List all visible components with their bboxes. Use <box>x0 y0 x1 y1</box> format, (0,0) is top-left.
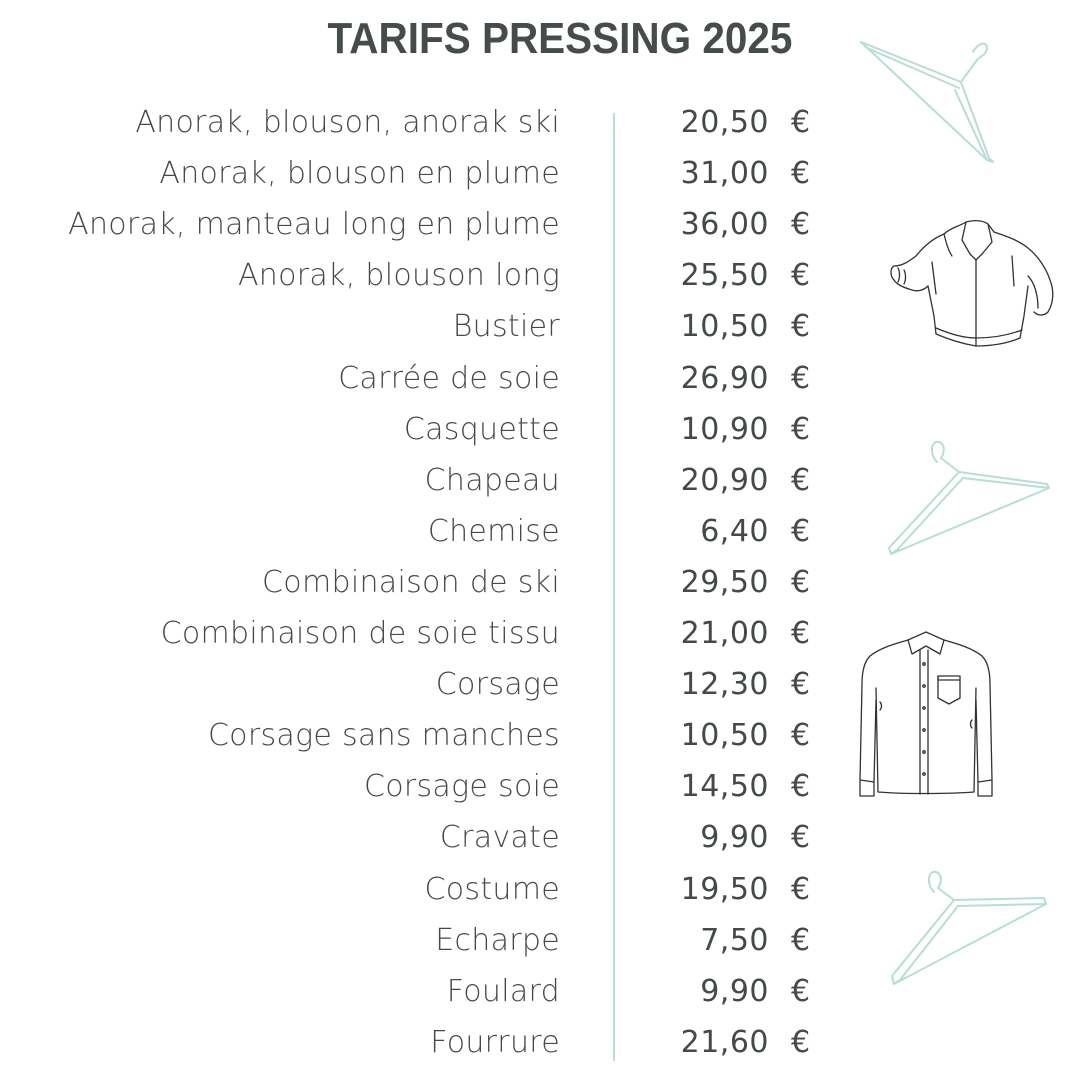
item-name: Anorak, blouson, anorak ski <box>135 105 560 140</box>
item-price: 19,50 <box>680 871 769 907</box>
currency-symbol: € <box>791 718 811 754</box>
page-title: TARIFS PRESSING 2025 <box>327 14 793 63</box>
item-name: Corsage sans manches <box>207 718 560 754</box>
item-price: 20,90 <box>680 462 769 498</box>
item-price: 9,90 <box>700 973 769 1009</box>
item-price: 21,60 <box>680 1024 769 1060</box>
hanger-icon <box>885 436 1055 560</box>
item-name: Corsage <box>435 667 560 703</box>
hanger-icon <box>855 30 995 170</box>
currency-symbol: € <box>791 1024 811 1060</box>
currency-symbol: € <box>791 973 811 1009</box>
item-price: 20,50 <box>680 105 769 140</box>
shirt-icon <box>856 628 996 802</box>
item-price: 25,50 <box>680 258 769 294</box>
item-name: Echarpe <box>435 922 560 958</box>
currency-symbol: € <box>791 462 811 498</box>
item-price: 7,50 <box>700 922 769 958</box>
currency-symbol: € <box>791 667 811 703</box>
currency-symbol: € <box>791 769 811 805</box>
currency-symbol: € <box>791 820 811 856</box>
item-name: Chemise <box>427 513 560 549</box>
currency-symbol: € <box>791 207 811 243</box>
item-name: Casquette <box>403 411 560 447</box>
currency-symbol: € <box>791 513 811 549</box>
item-price: 10,50 <box>680 718 769 754</box>
item-price: 9,90 <box>700 820 769 856</box>
currency-symbol: € <box>791 105 811 140</box>
currency-symbol: € <box>791 309 811 345</box>
item-name: Combinaison de soie tissu <box>160 616 560 651</box>
currency-symbol: € <box>791 616 811 651</box>
currency-symbol: € <box>791 258 811 294</box>
item-price: 12,30 <box>680 667 769 703</box>
price-row <box>0 557 1080 608</box>
currency-symbol: € <box>791 922 811 958</box>
item-name: Anorak, blouson en plume <box>159 156 560 192</box>
currency-symbol: € <box>791 360 811 396</box>
item-price: 29,50 <box>680 564 769 600</box>
currency-symbol: € <box>791 564 811 600</box>
item-name: Fourrure <box>430 1024 560 1060</box>
currency-symbol: € <box>791 156 811 192</box>
item-name: Bustier <box>452 309 560 345</box>
item-name: Anorak, manteau long en plume <box>68 207 560 243</box>
item-name: Anorak, blouson long <box>237 258 560 294</box>
item-name: Chapeau <box>424 462 560 498</box>
item-price: 10,50 <box>680 309 769 345</box>
item-name: Foulard <box>446 973 560 1009</box>
price-row <box>0 812 1080 863</box>
currency-symbol: € <box>791 411 811 447</box>
hanger-icon <box>888 866 1052 990</box>
price-row <box>0 1017 1080 1068</box>
item-name: Corsage soie <box>363 769 560 805</box>
item-price: 26,90 <box>680 360 769 396</box>
item-price: 36,00 <box>680 207 769 243</box>
price-row <box>0 353 1080 404</box>
item-name: Costume <box>424 871 560 907</box>
item-price: 10,90 <box>680 411 769 447</box>
item-name: Combinaison de ski <box>262 564 560 600</box>
item-price: 21,00 <box>680 616 769 651</box>
currency-symbol: € <box>791 871 811 907</box>
item-price: 31,00 <box>680 156 769 192</box>
item-price: 6,40 <box>700 513 769 549</box>
jacket-icon <box>888 216 1060 352</box>
item-name: Carrée de soie <box>338 360 560 396</box>
item-price: 14,50 <box>680 769 769 805</box>
item-name: Cravate <box>439 820 560 856</box>
